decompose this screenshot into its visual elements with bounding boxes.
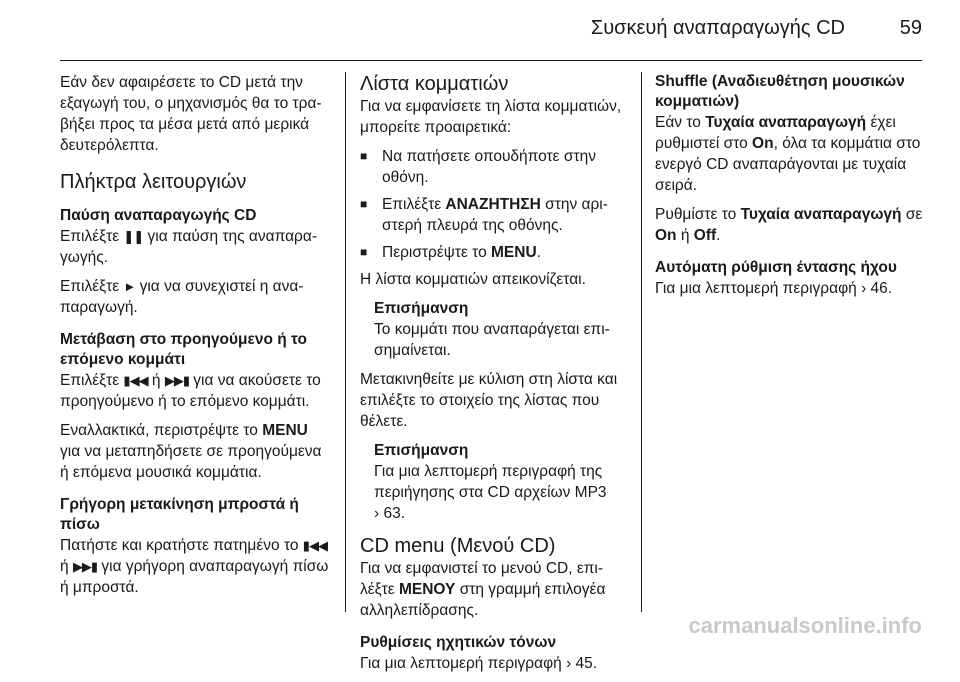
- subheading-tone: Ρυθμίσεις ηχητικών τόνων: [360, 634, 557, 651]
- intro-paragraph: Εάν δεν αφαιρέσετε το CD μετά την εξαγωγή του, ο μηχανισμός θα το τραβήξει προς τα μέσα μετά από μερικά δευτερόλεπτα.: [60, 74, 322, 154]
- note-box: [360, 298, 628, 361]
- subheading-skip: Μετάβαση στο προηγούμενο ή το επόμενο κομμάτι: [60, 331, 307, 368]
- note-title: Επισήμανση: [374, 442, 469, 459]
- shuffle-set-paragraph: Ρυθμίστε το Τυχαία αναπαραγωγή σε On ή Off.: [655, 206, 923, 244]
- column-2: [360, 72, 628, 682]
- note-text: Για μια λεπτομερή περιγραφή της περιήγησης στα CD αρχείων MP3: [374, 463, 607, 501]
- subheading-fast: Γρήγορη μετακίνηση μπροστά ή πίσω: [60, 496, 299, 533]
- page-title: Συσκευή αναπαραγωγής CD: [590, 17, 845, 39]
- section-heading-buttons: Πλήκτρα λειτουργιών: [60, 171, 247, 193]
- page-reference: 63.: [383, 505, 406, 522]
- fast-paragraph: Πατήστε και κρατήστε πατημένο το ▮◀◀ ή ▶▶▮ για γρήγορη αναπαραγωγή πίσω ή μπροστά.: [60, 537, 329, 596]
- alternative-paragraph: Εναλλακτικά, περιστρέψτε το MENU για να μεταπηδήσετε σε προηγούμενα ή επόμενα μουσικά κομμάτια.: [60, 422, 322, 481]
- section-heading-cd-menu: CD menu (Μενού CD): [360, 535, 556, 557]
- shuffle-paragraph: Εάν το Τυχαία αναπαραγωγή έχει ρυθμιστεί στο On, όλα τα κομμάτια στο ενεργό CD αναπαράγονται με τυχαία σειρά.: [655, 114, 921, 194]
- page-reference-icon: ›: [566, 655, 572, 672]
- page-reference-icon: ›: [861, 280, 867, 297]
- page-header: [0, 0, 960, 62]
- skip-previous-icon: ▮◀◀: [302, 538, 327, 553]
- play-icon: ►: [123, 279, 136, 294]
- list-item: ■ Να πατήσετε οπουδήποτε στην οθόνη.: [360, 146, 628, 188]
- column-divider: [641, 72, 642, 612]
- skip-next-icon: ▶▶▮: [164, 373, 189, 388]
- skip-next-icon: ▶▶▮: [72, 559, 98, 574]
- subheading-auto-volume: Αυτόματη ρύθμιση έντασης ήχου: [655, 259, 897, 276]
- subheading-pause: Παύση αναπαραγωγής CD: [60, 207, 257, 224]
- skip-previous-icon: ▮◀◀: [123, 373, 148, 388]
- tracklist-shown: Η λίστα κομματιών απεικονίζεται.: [360, 271, 586, 288]
- tone-paragraph: Για μια λεπτομερή περιγραφή › 45.: [360, 655, 598, 672]
- page-reference-icon: ›: [374, 505, 380, 522]
- header-rule: [60, 60, 922, 61]
- note-text: Το κομμάτι που αναπαράγεται επισημαίνεται.: [374, 321, 610, 359]
- column-3: [655, 72, 927, 307]
- page-number: 59: [899, 17, 922, 39]
- resume-paragraph: Επιλέξτε ► για να συνεχιστεί η αναπαραγωγή.: [60, 278, 304, 316]
- column-divider: [345, 72, 346, 612]
- cd-menu-paragraph: Για να εμφανιστεί το μενού CD, επιλέξτε ΜΕΝΟΥ στη γραμμή επιλογέα αλληλεπίδρασης.: [360, 560, 606, 619]
- pause-icon: ❚❚: [123, 229, 144, 244]
- page-reference: 45.: [575, 655, 598, 672]
- watermark: carmanualsonline.info: [688, 613, 922, 638]
- volume-paragraph: Για μια λεπτομερή περιγραφή › 46.: [655, 280, 893, 297]
- list-item: ■ Περιστρέψτε το MENU.: [360, 242, 628, 263]
- note-title: Επισήμανση: [374, 300, 469, 317]
- pause-paragraph: Επιλέξτε ❚❚ για παύση της αναπαραγωγής.: [60, 228, 317, 266]
- tracklist-options: [360, 146, 628, 263]
- page-reference: 46.: [870, 280, 893, 297]
- navigate-paragraph: Μετακινηθείτε με κύλιση στη λίστα και επιλέξτε το στοιχείο της λίστας που θέλετε.: [360, 371, 618, 430]
- note-box: [360, 440, 628, 524]
- skip-paragraph: Επιλέξτε ▮◀◀ ή ▶▶▮ για να ακούσετε το προηγούμενο ή το επόμενο κομμάτι.: [60, 372, 321, 410]
- list-item: ■ Επιλέξτε ΑΝΑΖΗΤΗΣΗ στην αριστερή πλευρά της οθόνης.: [360, 194, 628, 236]
- subheading-shuffle: Shuffle (Αναδιευθέτηση μουσικών κομματιών): [655, 73, 905, 110]
- tracklist-intro: Για να εμφανίσετε τη λίστα κομματιών, μπορείτε προαιρετικά:: [360, 98, 622, 136]
- column-1: [60, 72, 332, 606]
- section-heading-tracklist: Λίστα κομματιών: [360, 73, 509, 95]
